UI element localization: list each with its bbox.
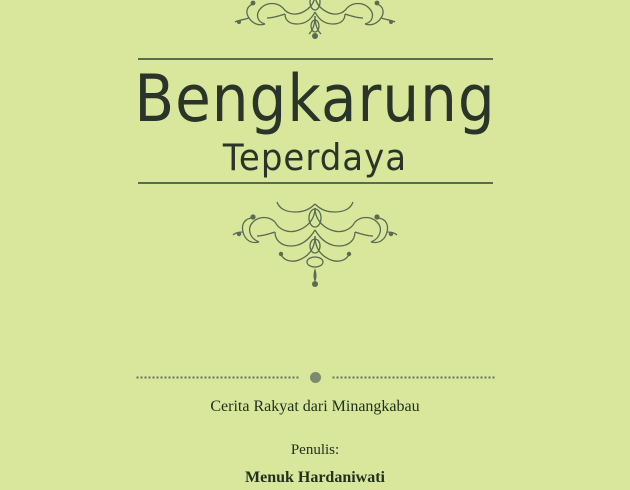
bottom-ornament: [0, 198, 630, 290]
floral-flourish-icon: [215, 0, 415, 44]
floral-flourish-icon: [215, 198, 415, 290]
author-name: Menuk Hardaniwati: [244, 469, 385, 487]
story-origin: Cerita Rakyat dari Minangkabau: [210, 398, 420, 415]
section-divider: [0, 372, 630, 383]
title-rule-bottom: [138, 182, 493, 184]
book-subtitle: Teperdaya: [222, 136, 408, 180]
title-block: [0, 58, 630, 184]
credits-block: [0, 396, 630, 490]
author-label: Penulis:: [290, 442, 340, 459]
top-ornament: [0, 0, 630, 44]
divider-line-right: [331, 374, 496, 381]
book-title: Bengkarung: [134, 60, 496, 137]
dot-ornament-icon: [310, 372, 321, 383]
divider-line-left: [135, 374, 300, 381]
